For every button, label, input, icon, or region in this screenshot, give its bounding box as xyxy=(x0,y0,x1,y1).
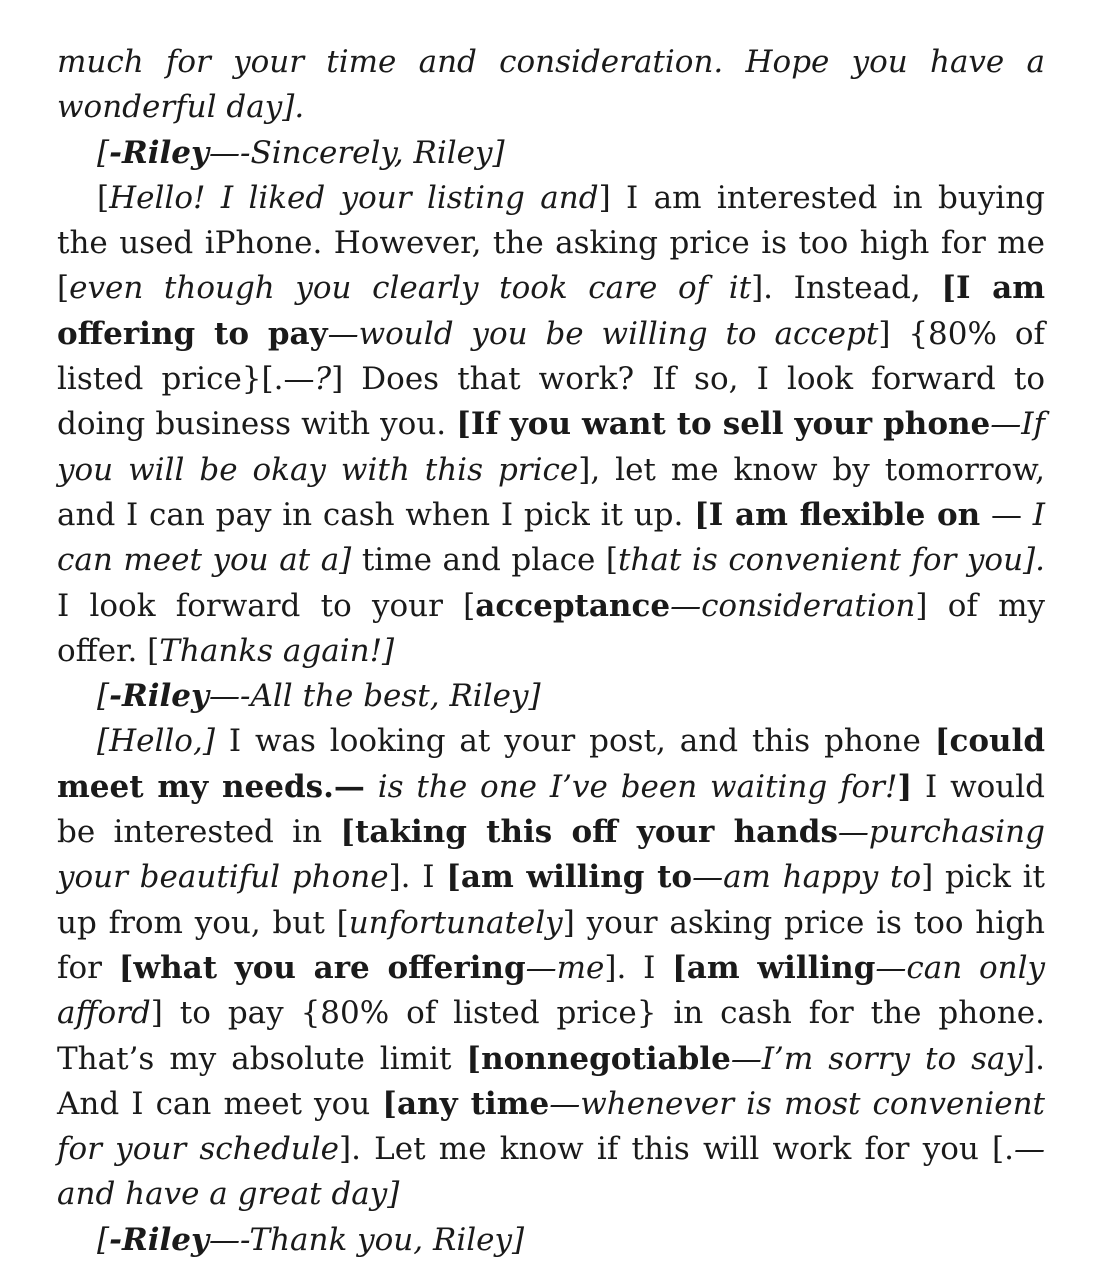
text-run: I look forward to your [ xyxy=(57,587,476,624)
text-run: acceptance xyxy=(475,587,671,624)
text-run: ] to pay {80% of listed price} in cash for the phone. That’s my absolute limit xyxy=(57,995,1045,1077)
document-page xyxy=(57,40,1045,1263)
text-run: time and place [ xyxy=(351,542,618,579)
text-run: ]. Let me know if this will work for you [. xyxy=(339,1131,1015,1168)
text-run: -Riley xyxy=(109,1221,210,1258)
text-run: [I am flexible on xyxy=(694,496,981,533)
text-run: —whenever is most convenient for your schedule xyxy=(57,1085,1045,1168)
text-run: [If you want to sell your phone xyxy=(456,406,991,443)
text-run: [taking this off your hands xyxy=(340,814,838,851)
text-run: [could meet my needs.— xyxy=(57,723,1045,805)
text-run: Thanks again!] xyxy=(159,632,395,669)
text-run: I would be interested in xyxy=(57,768,1046,851)
text-run: that is convenient for you]. xyxy=(618,542,1045,579)
text-run: unfortunately xyxy=(348,904,563,941)
text-run: ]. I xyxy=(604,949,673,986)
text-run: much for your time and consideration. Hope you have a wonderful day]. xyxy=(57,44,1045,126)
text-run: is the one I’ve been waiting for! xyxy=(364,768,898,805)
text-run: ] xyxy=(897,768,913,805)
text-run: ] I am interested in buying the used iPhone. However, the asking price is too high for me [ xyxy=(57,179,1045,307)
text-run: [ xyxy=(97,678,110,715)
signature-line xyxy=(57,674,1045,719)
text-run: [Hello,] xyxy=(97,723,215,760)
text-run: —-Thank you, Riley] xyxy=(209,1221,525,1258)
text-run: [I am offering to pay xyxy=(57,270,1045,352)
text-run: even though you clearly took care of it xyxy=(69,270,752,307)
text-run: [nonnegotiable xyxy=(466,1040,731,1077)
text-run: —can only afford xyxy=(57,949,1045,1032)
text-run: ]. I xyxy=(388,859,447,896)
text-run: ] {80% of listed price}[.— xyxy=(57,315,1045,398)
email-paragraph xyxy=(57,719,1045,1217)
text-run: —If you will be okay with this price xyxy=(57,406,1045,488)
text-run: -Riley xyxy=(109,134,210,171)
text-run: — xyxy=(980,496,1033,533)
text-run: ] pick it up from you, but [ xyxy=(57,859,1045,941)
text-run: ]. Instead, xyxy=(751,270,942,307)
email-paragraph xyxy=(57,176,1045,674)
text-run: [ xyxy=(97,134,110,171)
text-run: I can meet you at a] xyxy=(57,496,1045,579)
text-run: —am happy to xyxy=(692,859,922,896)
text-run: ] Does that work? If so, I look forward to doing business with you. xyxy=(57,361,1045,443)
text-run: —-All the best, Riley] xyxy=(209,678,541,715)
text-run: —consideration xyxy=(670,587,916,624)
text-run: ? xyxy=(314,361,332,398)
document-body xyxy=(57,40,1045,1263)
text-run: —I’m sorry to say xyxy=(730,1040,1024,1077)
text-run: —would you be willing to accept xyxy=(327,315,879,352)
text-run: —and have a great day] xyxy=(57,1131,1046,1213)
text-run: ]. And I can meet you xyxy=(57,1040,1045,1122)
text-run: Hello! I liked your listing and xyxy=(109,179,599,216)
text-run: [am willing to xyxy=(446,859,693,896)
text-run: [any time xyxy=(382,1085,550,1122)
signature-line xyxy=(57,1218,1045,1263)
text-run: ] your asking price is too high for xyxy=(57,904,1045,986)
text-run: [ xyxy=(97,1221,110,1258)
text-run: —me xyxy=(525,949,605,986)
text-run: ], let me know by tomorrow, and I can pay in cash when I pick it up. xyxy=(57,451,1045,533)
text-run: -Riley xyxy=(109,678,210,715)
text-run: [ xyxy=(97,179,110,216)
text-run: —purchasing your beautiful phone xyxy=(57,814,1045,896)
text-run: —-Sincerely, Riley] xyxy=(209,134,505,171)
text-run: [am willing xyxy=(672,949,876,986)
text-run: [what you are offering xyxy=(118,949,526,986)
email-paragraph xyxy=(57,40,1045,131)
text-run: I was looking at your post, and this phone xyxy=(214,723,935,760)
signature-line xyxy=(57,131,1045,176)
text-run: ] of my offer. [ xyxy=(57,587,1045,669)
